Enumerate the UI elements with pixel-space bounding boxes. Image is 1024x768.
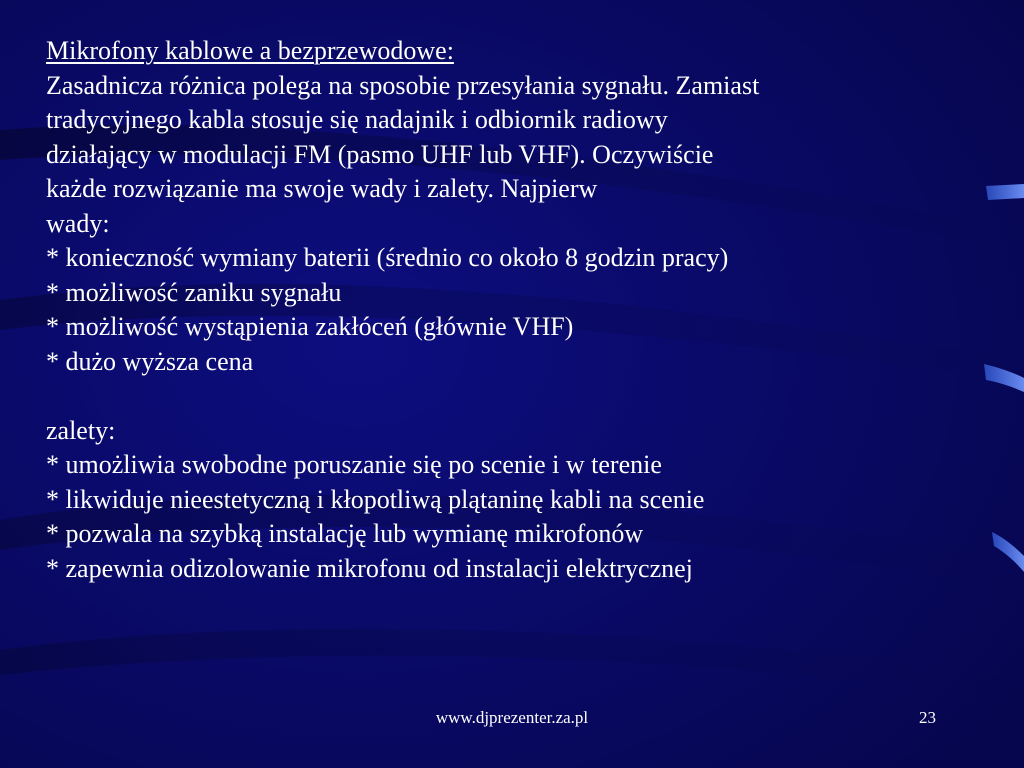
intro-line: działający w modulacji FM (pasmo UHF lub VHF). Oczywiście (46, 139, 714, 169)
intro-line: Zasadnicza różnica polega na sposobie przesyłania sygnału. Zamiast (46, 70, 760, 100)
disadvantages-label: wady: (46, 208, 110, 238)
disadvantage-item: * możliwość zaniku sygnału (46, 277, 342, 307)
page-number: 23 (919, 708, 936, 727)
advantages-label: zalety: (46, 415, 116, 445)
intro-line: każde rozwiązanie ma swoje wady i zalety. Najpierw (46, 174, 598, 203)
advantage-item: * umożliwia swobodne poruszanie się po scenie i w terenie (46, 450, 662, 479)
advantage-item: * likwiduje nieestetyczną i kłopotliwą plątaninę kabli na scenie (46, 484, 705, 514)
slide-body (46, 34, 996, 586)
intro-line: tradycyjnego kabla stosuje się nadajnik i odbiornik radiowy (46, 105, 668, 134)
disadvantage-item: * konieczność wymiany baterii (średnio co około 8 godzin pracy) (46, 243, 729, 272)
footer-url: www.djprezenter.za.pl (435, 708, 589, 727)
slide-title: Mikrofony kablowe a bezprzewodowe: (46, 36, 454, 65)
disadvantage-item: * możliwość wystąpienia zakłóceń (głównie VHF) (46, 312, 574, 341)
advantage-item: * zapewnia odizolowanie mikrofonu od instalacji elektrycznej (46, 553, 693, 583)
blank-line (46, 379, 996, 414)
advantage-item: * pozwala na szybką instalację lub wymianę mikrofonów (46, 519, 644, 548)
disadvantage-item: * dużo wyższa cena (46, 346, 254, 376)
